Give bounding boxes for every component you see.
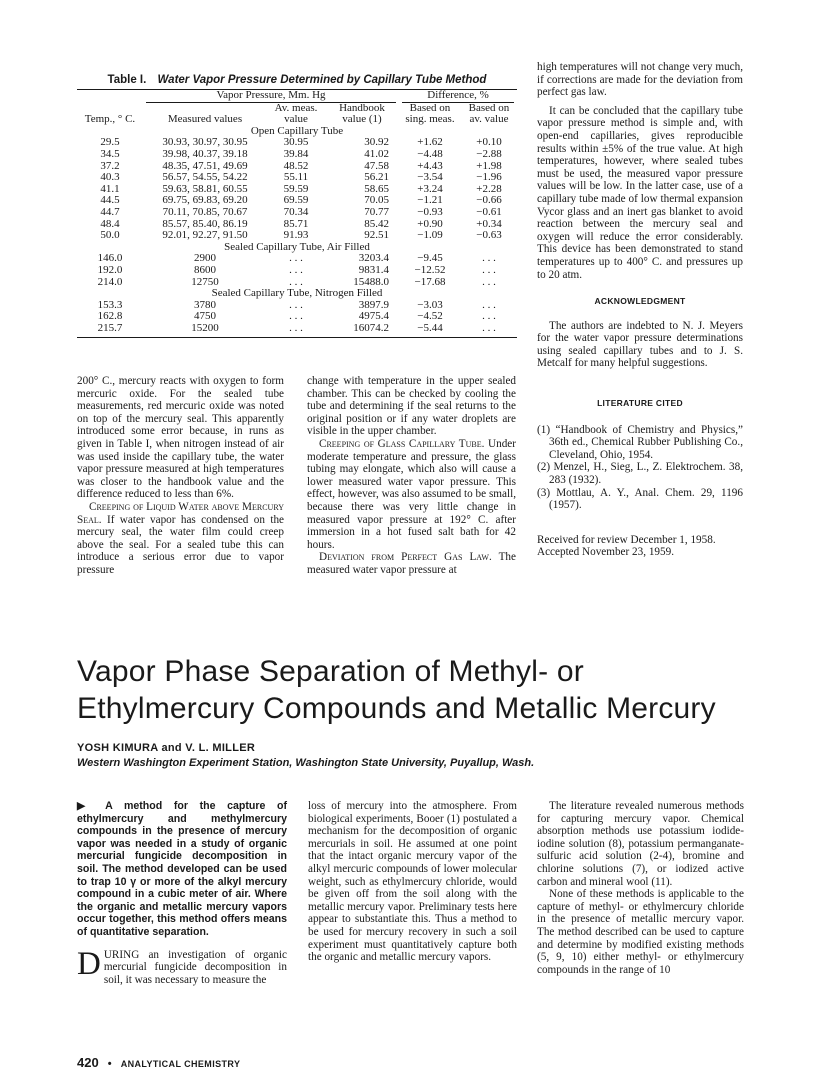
- article-authors: YOSH KIMURA and V. L. MILLER: [77, 742, 256, 754]
- table-cell: . . .: [289, 252, 303, 265]
- intro-text: URING an investigation of organic mercurial fungicide decomposition in soil, it was necessary to measure the: [103, 948, 287, 986]
- group-header-vapor-pressure: Vapor Pressure, Mm. Hg: [146, 90, 396, 103]
- paragraph: [307, 438, 516, 551]
- acknowledgment-text: The authors are indebted to N. J. Meyers for the water vapor pressure determinations using sealed capillary tubes and to J. S. Metcalf for many helpful suggestions.: [537, 319, 743, 370]
- paragraph: [77, 501, 284, 577]
- table-cell: −0.66: [476, 194, 502, 207]
- table-cell: . . .: [482, 321, 496, 334]
- table-cell: . . .: [289, 310, 303, 323]
- literature-item: (2) Menzel, H., Sieg, L., Z. Elektrochem. 38, 283 (1932).: [537, 461, 743, 487]
- table-cell: +4.43: [417, 159, 443, 172]
- table-cell: 3897.9: [358, 298, 389, 311]
- table-bottom-rule: [77, 337, 517, 338]
- table-cell: 146.0: [97, 252, 123, 265]
- table-cell: 58.65: [364, 182, 389, 195]
- table-cell: 12750: [191, 275, 219, 288]
- table-cell: 69.75, 69.83, 69.20: [162, 194, 248, 207]
- lower-left-column: [77, 375, 284, 577]
- article-title: [77, 653, 777, 727]
- table-cell: 214.0: [97, 275, 123, 288]
- table-cell: 59.59: [283, 182, 309, 195]
- table-cell: 47.58: [364, 159, 389, 172]
- table-section-header: [77, 288, 517, 300]
- paragraph: [307, 551, 516, 576]
- table-cell: 15200: [191, 321, 219, 334]
- paragraph: The literature revealed numerous methods for capturing mercury vapor. Chemical absorption methods use potassium iodide-iodine solution (8), potassium permanganate-sulfuric acid solution (2-4), bromine and chlorine solutions (7), or iodized active carbon and mineral wool (11).: [537, 800, 744, 888]
- drop-cap: D: [77, 945, 101, 982]
- table-cell: . . .: [289, 321, 303, 334]
- table-cell: 50.0: [100, 229, 120, 242]
- title-line: Vapor Phase Separation of Methyl- or: [77, 655, 584, 688]
- table-cell: 37.2: [100, 159, 120, 172]
- table-cell: 41.1: [100, 182, 120, 195]
- table-cell: −1.09: [417, 229, 443, 242]
- page-number: 420: [77, 1055, 99, 1070]
- table-cell: 48.4: [100, 217, 120, 230]
- col-header-based1-1: Based on: [409, 101, 451, 114]
- table-body: [77, 126, 517, 335]
- article-column-2: [308, 800, 517, 964]
- table-cell: 55.11: [283, 171, 309, 184]
- triangle-bullet-icon: ▶: [77, 800, 94, 812]
- table-cell: −0.61: [476, 205, 502, 218]
- subheading: Creeping of Liquid Water above Mercury Seal.: [77, 500, 284, 526]
- table-cell: 85.71: [283, 217, 309, 230]
- table-cell: −3.03: [417, 298, 443, 311]
- table-cell: −1.21: [417, 194, 443, 207]
- right-column-top: [537, 61, 743, 559]
- table-cell: . . .: [482, 263, 496, 276]
- table-cell: −12.52: [414, 263, 446, 276]
- table-cell: −9.45: [417, 252, 443, 265]
- table-cell: 44.7: [100, 205, 120, 218]
- paragraph: high temperatures will not change very much, if corrections are made for the deviation from perfect gas law.: [537, 61, 743, 99]
- table-cell: 4975.4: [358, 310, 389, 323]
- vapor-pressure-table: [77, 90, 517, 334]
- table-row: [77, 265, 517, 277]
- table-cell: 69.59: [283, 194, 309, 207]
- col-header-handbook-2: value (1): [342, 113, 382, 126]
- table-cell: −4.48: [417, 147, 443, 160]
- table-cell: 70.77: [364, 205, 389, 218]
- table-cell: 92.51: [364, 229, 389, 242]
- table-cell: 40.3: [100, 171, 120, 184]
- table-cell: . . .: [289, 298, 303, 311]
- table-cell: . . .: [289, 275, 303, 288]
- article-column-3: [537, 800, 744, 976]
- table-cell: 85.42: [364, 217, 389, 230]
- table-title: [77, 74, 517, 86]
- paragraph: change with temperature in the upper sealed chamber. This can be checked by cooling the tube and determining if the seal returns to the original position or if any water droplets are visible in the upper chamber.: [307, 375, 516, 438]
- table-cell: 30.95: [283, 136, 309, 149]
- literature-item: (1) “Handbook of Chemistry and Physics,” 36th ed., Chemical Rubber Publishing Co., Cleveland, Ohio, 1954.: [537, 423, 743, 461]
- subheading: Deviation from Perfect Gas Law.: [319, 551, 492, 564]
- paragraph-body: If water vapor has condensed on the mercury seal, the water film could creep above the seal. For a sealed tube this can introduce a serious error due to vapor pressure: [77, 513, 285, 576]
- paragraph: loss of mercury into the atmosphere. From biological experiments, Booer (1) postulated a mechanism for the decomposition of organic mercurials in soil. He assumed at one point that the intact organic mercury vapor of the alkyl mercuric compounds of lower molecular weight, such as ethylmercury chloride, would be given off from the soil along with the metallic mercury vapor. Preliminary tests here appear to substantiate this. Thus a method to be used for mercury recovery in such a soil experiment must quantitatively capture both the organic and metallic mercury vapors.: [308, 800, 517, 964]
- table-cell: . . .: [482, 298, 496, 311]
- table-cell: 3780: [194, 298, 216, 311]
- page-footer: [77, 1055, 240, 1070]
- col-header-measured: Measured values: [167, 113, 243, 126]
- table-cell: +3.24: [417, 182, 443, 195]
- table-cell: 56.57, 54.55, 54.22: [162, 171, 248, 184]
- table-block: [77, 74, 517, 338]
- bullet-separator: •: [107, 1058, 112, 1070]
- table-row: [77, 172, 517, 184]
- paragraph-body: The measured water vapor pressure at: [307, 551, 516, 576]
- table-cell: 4750: [194, 310, 216, 323]
- table-cell: −3.54: [417, 171, 443, 184]
- col-header-avg-1: Av. meas.: [274, 101, 318, 114]
- literature-list: [537, 424, 743, 512]
- table-cell: 48.35, 47.51, 49.69: [162, 159, 248, 172]
- table-cell: 153.3: [97, 298, 123, 311]
- table-cell: 215.7: [97, 321, 123, 334]
- table-cell: 30.92: [364, 136, 389, 149]
- table-cell: 3203.4: [358, 252, 389, 265]
- paragraph: None of these methods is applicable to the capture of methyl- or ethylmercury chloride in the presence of metallic mercury vapor. The method described can be used to capture and determine by modified existing methods (5, 9, 10) either methyl- or ethylmercury compounds in the range of 10: [537, 888, 744, 976]
- table-row: [77, 207, 517, 219]
- article-column-1: [77, 800, 287, 986]
- paragraph-body: Under moderate temperature and pressure, the glass tubing may elongate, which also will cause a lower measured water vapor pressure. This effect, however, was also assumed to be small, because there was very little change in measured vapor pressure at 192° C. after immersion in a hot fused salt bath for 42 hours.: [307, 437, 516, 551]
- title-line: Ethylmercury Compounds and Metallic Mercury: [77, 692, 716, 725]
- col-header-based2-2: av. value: [469, 113, 509, 126]
- col-header-based2-1: Based on: [468, 101, 510, 114]
- section-title: Open Capillary Tube: [250, 124, 344, 137]
- table-cell: 16074.2: [353, 321, 389, 334]
- table-cell: 92.01, 92.27, 91.50: [162, 229, 248, 242]
- intro-paragraph: [77, 945, 287, 987]
- table-caption: Water Vapor Pressure Determined by Capillary Tube Method: [157, 74, 487, 86]
- paragraph: 200° C., mercury reacts with oxygen to form mercuric oxide. For the sealed tube measurements, red mercuric oxide was noted on top of the mercury seal. This apparently introduced some error because, in runs as given in Table I, when nitrogen instead of air was used inside the capillary tube, the water vapor pressure measured at high temperatures was closer to the handbook value and the difference reduced to less than 6%.: [77, 375, 284, 501]
- col-header-based1-2: sing. meas.: [405, 113, 455, 126]
- abstract: [77, 800, 287, 939]
- table-cell: +1.98: [476, 159, 502, 172]
- table-cell: −4.52: [417, 310, 443, 323]
- col-header-avg-2: value: [284, 113, 308, 126]
- col-header-temp: Temp., ° C.: [84, 113, 136, 126]
- table-cell: −0.63: [476, 229, 502, 242]
- table-cell: 59.63, 58.81, 60.55: [162, 182, 248, 195]
- journal-name: ANALYTICAL CHEMISTRY: [120, 1059, 241, 1069]
- table-cell: −0.93: [417, 205, 443, 218]
- table-cell: 8600: [194, 263, 216, 276]
- table-cell: 48.52: [283, 159, 309, 172]
- table-cell: +1.62: [417, 136, 443, 149]
- table-row: [77, 323, 517, 335]
- paragraph: It can be concluded that the capillary tube vapor pressure method is simple and, with open-end capillaries, gives reproducible results within ±5% of the true value. At high temperatures, however, where sealed tubes must be used, the measured vapor pressure values will be low. In the latter case, use of a capillary tube made of low thermal expansion Vycor glass and an inert gas blanket to avoid reaction between the mercury seal and oxygen will reduce the error considerably. This device has been demonstrated to stand temperatures up to 400° C. and pressures up to 20 atm.: [537, 104, 743, 281]
- table-cell: −17.68: [414, 275, 446, 288]
- table-cell: +0.10: [476, 136, 502, 149]
- table-cell: −2.88: [476, 147, 502, 160]
- table-cell: +0.90: [417, 217, 443, 230]
- abstract-text: A method for the capture of ethylmercury and methylmercury compounds in the presence of mercury vapor was needed in a study of organic mercurial fungicide decomposition in soil. The method developed can be used to trap 10 γ or more of the alkyl mercury compound in a cubic meter of air. Where the organic and metallic mercury vapors occur together, this method offers means of quantitative separation.: [77, 800, 287, 938]
- literature-heading: LITERATURE CITED: [597, 398, 683, 409]
- table-cell: 30.93, 30.97, 30.95: [162, 136, 248, 149]
- col-header-handbook-1: Handbook: [339, 101, 385, 114]
- table-cell: 9831.4: [358, 263, 389, 276]
- table-cell: 44.5: [100, 194, 120, 207]
- table-cell: 70.11, 70.85, 70.67: [162, 205, 248, 218]
- group-header-difference: Difference, %: [402, 90, 514, 103]
- table-cell: +0.34: [476, 217, 502, 230]
- table-cell: 39.84: [283, 147, 309, 160]
- table-cell: 39.98, 40.37, 39.18: [162, 147, 248, 160]
- acknowledgment-heading: ACKNOWLEDGMENT: [594, 296, 686, 307]
- section-title: Sealed Capillary Tube, Nitrogen Filled: [211, 287, 383, 300]
- table-cell: +2.28: [476, 182, 502, 195]
- table-cell: 85.57, 85.40, 86.19: [162, 217, 248, 230]
- table-label: Table I.: [107, 74, 147, 86]
- table-cell: 56.21: [364, 171, 389, 184]
- table-cell: 91.93: [283, 229, 309, 242]
- literature-item: (3) Mottlau, A. Y., Anal. Chem. 29, 1196 (1957).: [537, 486, 743, 512]
- table-cell: 70.05: [364, 194, 389, 207]
- section-title: Sealed Capillary Tube, Air Filled: [224, 240, 370, 253]
- table-cell: −5.44: [417, 321, 443, 334]
- table-cell: 41.02: [364, 147, 389, 160]
- table-cell: . . .: [482, 275, 496, 288]
- subheading: Creeping of Glass Capillary Tube.: [319, 437, 485, 450]
- table-cell: 2900: [194, 252, 216, 265]
- table-cell: 15488.0: [353, 275, 389, 288]
- table-cell: 70.34: [283, 205, 309, 218]
- table-row: [77, 230, 517, 242]
- article-affiliation: Western Washington Experiment Station, Washington State University, Puyallup, Wash.: [77, 757, 535, 769]
- received-note: Received for review December 1, 1958. Accepted November 23, 1959.: [537, 533, 716, 559]
- table-cell: . . .: [289, 263, 303, 276]
- table-row: [77, 149, 517, 161]
- table-cell: 34.5: [100, 147, 120, 160]
- table-cell: . . .: [482, 252, 496, 265]
- table-cell: −1.96: [476, 171, 502, 184]
- table-cell: 162.8: [97, 310, 123, 323]
- table-cell: . . .: [482, 310, 496, 323]
- table-cell: 29.5: [100, 136, 120, 149]
- lower-middle-column: [307, 375, 516, 577]
- table-cell: 192.0: [97, 263, 123, 276]
